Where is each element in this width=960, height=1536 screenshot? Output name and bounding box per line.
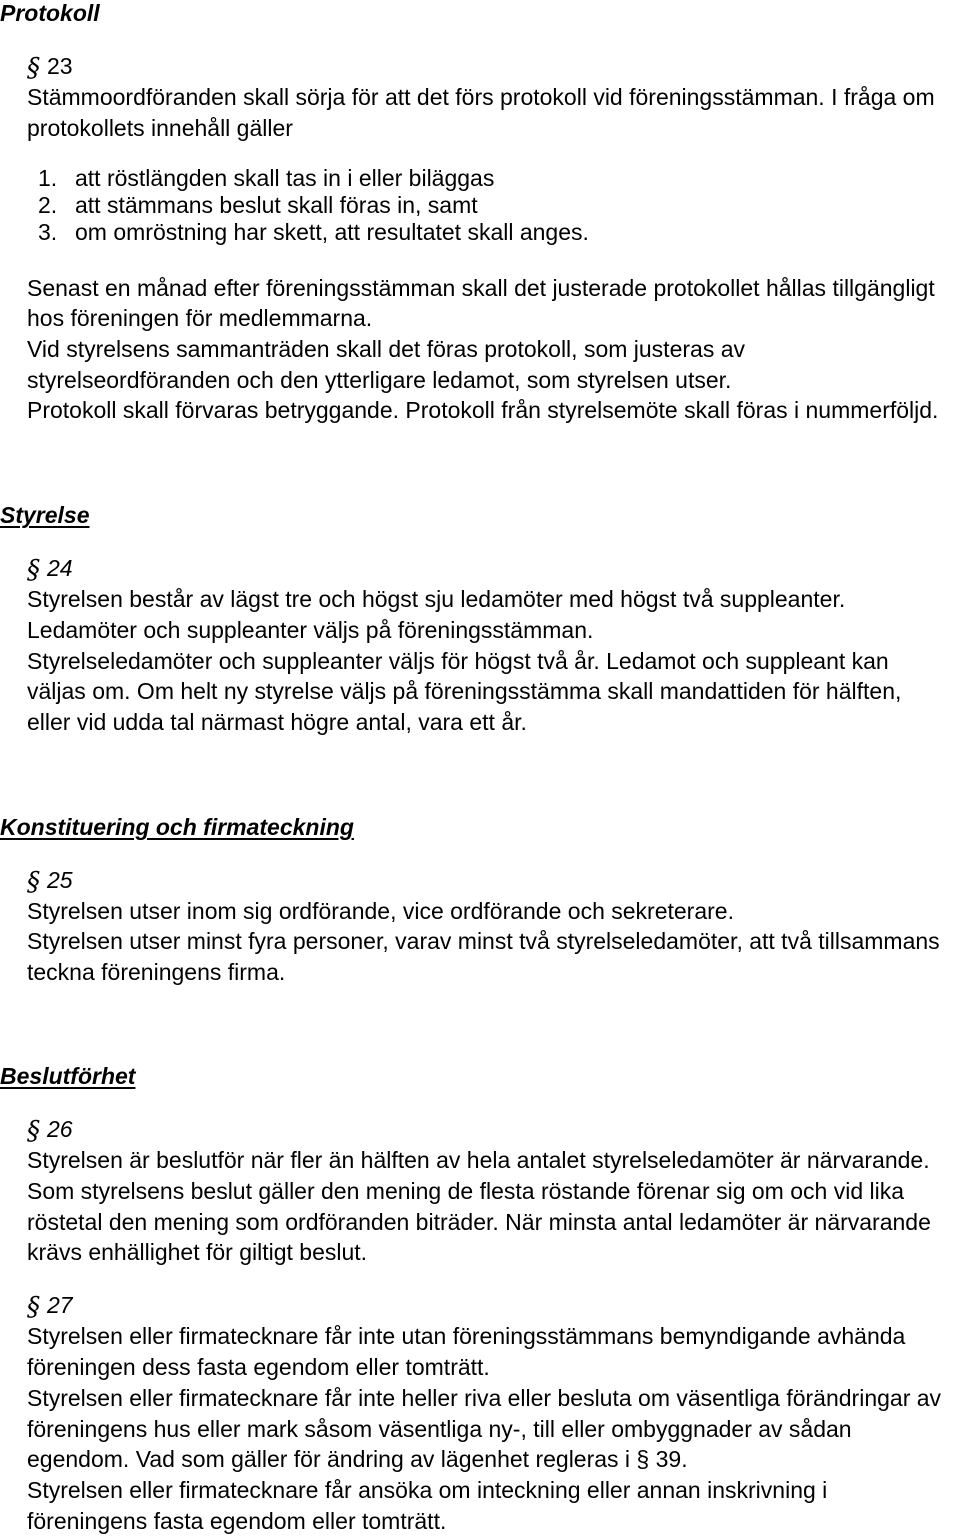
section-heading: Beslutförhet [0, 1063, 136, 1089]
body-line: Protokoll skall förvaras betryggande. Protokoll från styrelsemöte skall föras i nummerföljd. [27, 397, 939, 423]
body-line: röstetal den mening som ordföranden biträder. När minsta antal ledamöter är närvarande [27, 1209, 931, 1235]
section-heading: Protokoll [0, 0, 100, 26]
body-line: Stämmoordföranden skall sörja för att det förs protokoll vid föreningsstämman. I fråga om [27, 84, 935, 110]
clause-number: 25 [47, 867, 73, 893]
body-line: Styrelsen utser inom sig ordförande, vice ordförande och sekreterare. [27, 898, 734, 924]
body-line: föreningen dess fasta egendom eller tomträtt. [27, 1354, 490, 1380]
body-line: eller vid udda tal närmast högre antal, vara ett år. [27, 709, 527, 735]
body-line: Styrelsen eller firmatecknare får ansöka om inteckning eller annan inskrivning i [27, 1477, 828, 1503]
clause-marker [27, 51, 73, 81]
list-marker: 3. [38, 219, 58, 245]
body-line: Styrelsen består av lägst tre och högst sju ledamöter med högst två suppleanter. [27, 586, 846, 612]
body-line: Som styrelsens beslut gäller den mening de flesta röstande förenar sig om och vid lika [27, 1178, 905, 1204]
clause-number: 24 [47, 555, 73, 581]
body-line: Styrelsen är beslutför när fler än hälften av hela antalet styrelseledamöter är närvarande. [27, 1147, 930, 1173]
body-line: Vid styrelsens sammanträden skall det föras protokoll, som justeras av [27, 336, 745, 362]
section-sign: § [27, 1292, 40, 1322]
clause-marker [27, 553, 73, 583]
clause-marker [27, 1114, 73, 1144]
clause-number: 26 [47, 1116, 73, 1142]
body-line: hos föreningen för medlemmarna. [27, 305, 373, 331]
clause-number: 23 [47, 53, 73, 79]
body-line: föreningens hus eller mark såsom väsentliga ny-, till eller ombyggnader av sådan [27, 1416, 852, 1442]
section-sign: § [27, 555, 40, 585]
clause-number: 27 [47, 1292, 73, 1318]
list-item-text: att röstlängden skall tas in i eller biläggas [75, 165, 495, 191]
body-line: teckna föreningens firma. [27, 959, 286, 985]
list-marker: 2. [38, 192, 58, 218]
clause-marker [27, 865, 73, 895]
body-line: egendom. Vad som gäller för ändring av lägenhet regleras i § 39. [27, 1446, 688, 1472]
body-line: krävs enhällighet för giltigt beslut. [27, 1239, 368, 1265]
body-line: Ledamöter och suppleanter väljs på föreningsstämman. [27, 617, 594, 643]
section-sign: § [27, 53, 40, 83]
section-heading: Konstituering och firmateckning [0, 814, 354, 840]
body-line: Styrelsen eller firmatecknare får inte heller riva eller besluta om väsentliga förändringar av [27, 1385, 942, 1411]
body-line: väljas om. Om helt ny styrelse väljs på föreningsstämma skall mandattiden för hälften, [27, 678, 902, 704]
section-sign: § [27, 867, 40, 897]
body-line: Senast en månad efter föreningsstämman skall det justerade protokollet hållas tillgängligt [27, 275, 935, 301]
body-line: Styrelsen utser minst fyra personer, varav minst två styrelseledamöter, att två tillsammans [27, 928, 940, 954]
list-marker: 1. [38, 165, 58, 191]
list-item-text: att stämmans beslut skall föras in, samt [75, 192, 478, 218]
section-heading: Styrelse [0, 502, 90, 528]
body-line: styrelseordföranden och den ytterligare ledamot, som styrelsen utser. [27, 367, 732, 393]
body-line: Styrelsen eller firmatecknare får inte utan föreningsstämmans bemyndigande avhända [27, 1323, 906, 1349]
body-line: Styrelseledamöter och suppleanter väljs för högst två år. Ledamot och suppleant kan [27, 648, 889, 674]
clause-marker [27, 1290, 73, 1320]
section-sign: § [27, 1116, 40, 1146]
body-line: protokollets innehåll gäller [27, 115, 293, 141]
list-item-text: om omröstning har skett, att resultatet skall anges. [75, 219, 589, 245]
body-line: föreningens fasta egendom eller tomträtt. [27, 1508, 447, 1534]
